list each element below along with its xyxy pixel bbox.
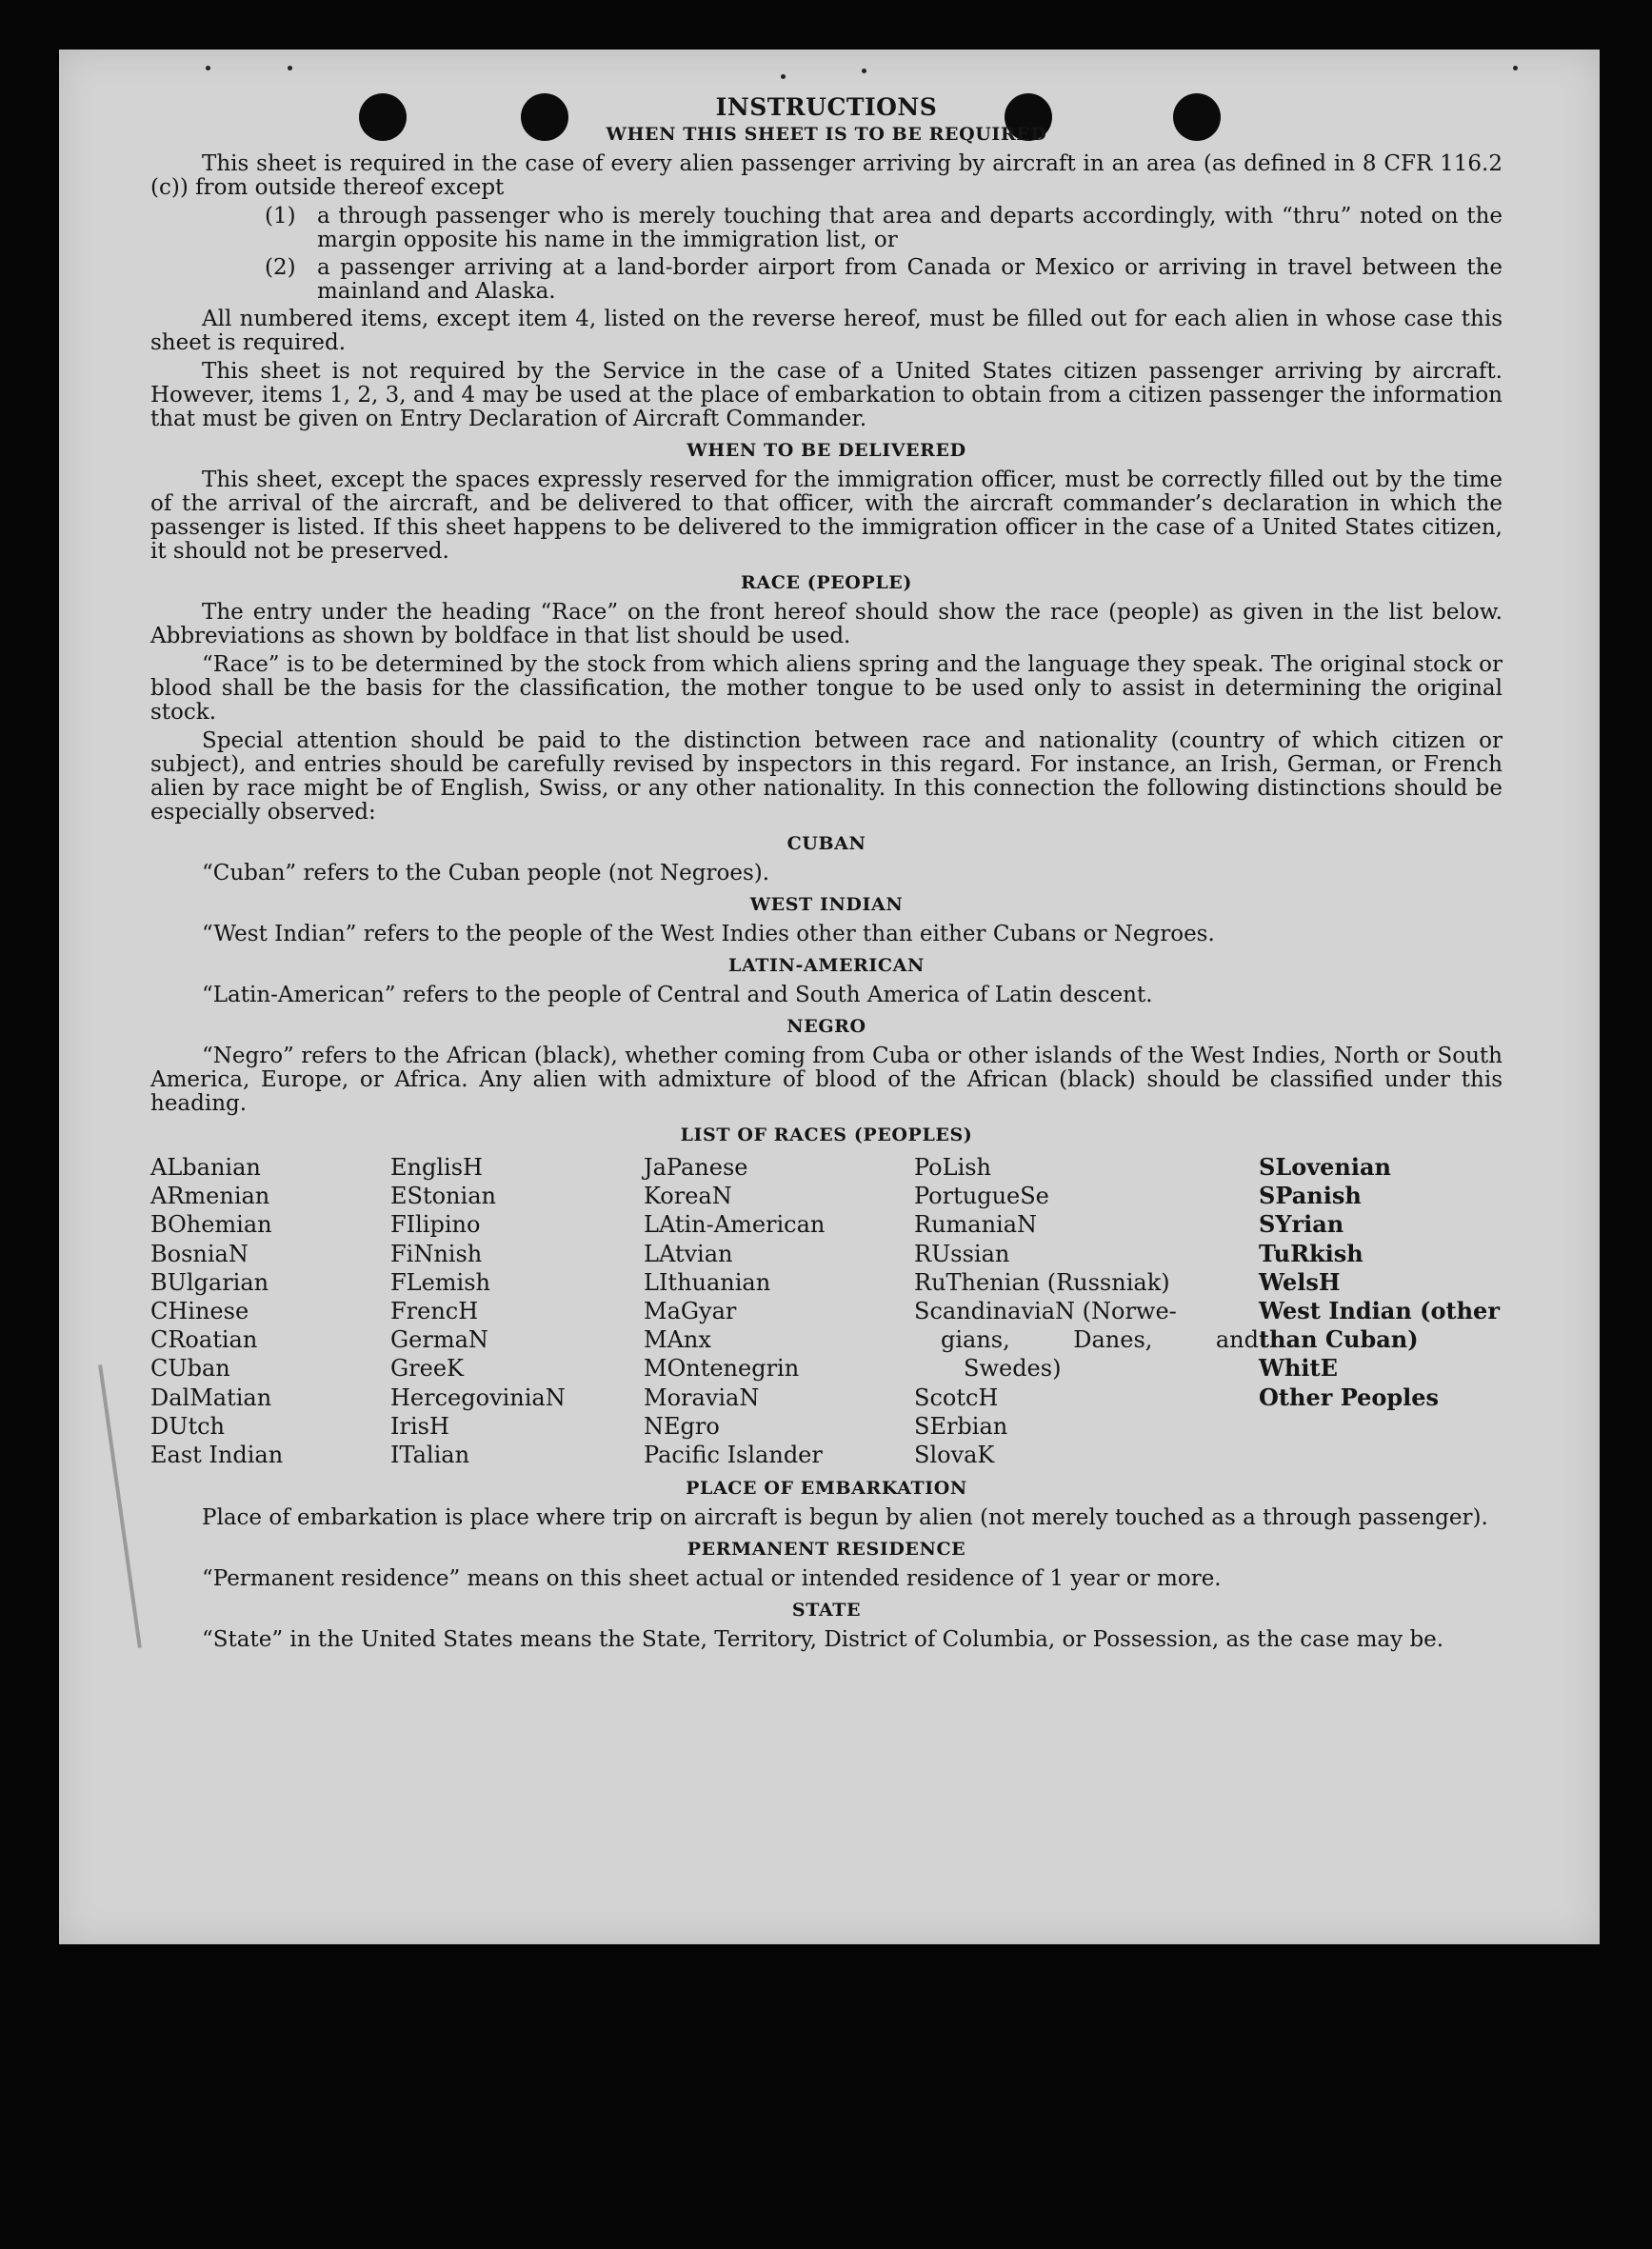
race-entry: DUtch bbox=[150, 1412, 226, 1440]
race-entry: MoraviaN bbox=[644, 1383, 760, 1411]
race-entry: ScotcH bbox=[914, 1383, 999, 1411]
race-entry: GreeK bbox=[390, 1355, 464, 1383]
races-column-2 bbox=[390, 1153, 644, 1469]
paragraph: “Latin-American” refers to the people of Central and South America of Latin descent. bbox=[202, 983, 1153, 1007]
paragraph: “West Indian” refers to the people of the West Indies other than either Cubans or Negroes. bbox=[202, 922, 1215, 946]
race-entry: KoreaN bbox=[644, 1183, 732, 1210]
race-entry: MaGyar bbox=[644, 1298, 737, 1325]
section-title-negro: NEGRO bbox=[786, 1016, 866, 1037]
exception-item-2 bbox=[265, 256, 1503, 304]
race-entry: LAtin-American bbox=[644, 1211, 826, 1239]
speck bbox=[781, 74, 786, 79]
item-text: a passenger arriving at a land-border airport from Canada or Mexico or arriving in travel between the mainland and Alaska. bbox=[317, 255, 1503, 304]
race-entry: WhitE bbox=[1259, 1354, 1338, 1383]
instructions-text bbox=[150, 95, 1503, 1657]
paragraph: “Negro” refers to the African (black), whether coming from Cuba or other islands of the West Indies, North or South America, Europe, or Africa. Any alien with admixture of blood of the African (black) should be classified under this heading. bbox=[150, 1044, 1503, 1116]
race-entry: EnglisH bbox=[390, 1154, 483, 1181]
race-entry: RumaniaN bbox=[914, 1211, 1038, 1239]
paragraph: Special attention should be paid to the distinction between race and nationality (country of which citizen or subject), and entries should be carefully revised by inspectors in this regard. For instance, an Irish, German, or French alien by race might be of English, Swiss, or any other nationality. In this connection the following distinctions should be especially observed: bbox=[150, 728, 1503, 825]
race-entry: EStonian bbox=[390, 1183, 496, 1210]
race-entry: West Indian (other bbox=[1259, 1297, 1500, 1325]
race-entry: CRoatian bbox=[150, 1326, 258, 1354]
race-entry: MAnx bbox=[644, 1326, 711, 1354]
race-entry: than Cuban) bbox=[1259, 1325, 1419, 1354]
race-entry: ITalian bbox=[390, 1442, 470, 1469]
race-entry: CUban bbox=[150, 1355, 230, 1383]
section-title-list-of-races: LIST OF RACES (PEOPLES) bbox=[680, 1124, 973, 1145]
paragraph: “Cuban” refers to the Cuban people (not Negroes). bbox=[202, 861, 770, 886]
item-text: a through passenger who is merely touching that area and departs accordingly, with “thru” noted on the margin opposite his name in the immigration list, or bbox=[317, 204, 1503, 252]
race-entry: PortugueSe bbox=[914, 1183, 1049, 1210]
paragraph: The entry under the heading “Race” on the front hereof should show the race (people) as given in the list below. Abbreviations as shown by boldface in that list should be used. bbox=[150, 600, 1503, 648]
race-entry: HercegoviniaN bbox=[390, 1383, 566, 1411]
paragraph: All numbered items, except item 4, listed on the reverse hereof, must be filled out for each alien in whose case this sheet is required. bbox=[150, 307, 1503, 355]
race-entry: gians, Danes, and bbox=[941, 1326, 1259, 1354]
race-entry: RuThenian (Russniak) bbox=[914, 1268, 1170, 1296]
race-entry: GermaN bbox=[390, 1326, 488, 1354]
races-list bbox=[150, 1153, 1503, 1469]
race-entry: SYrian bbox=[1259, 1210, 1344, 1239]
races-column-5 bbox=[1259, 1153, 1503, 1469]
race-entry: RUssian bbox=[914, 1240, 1010, 1267]
race-entry: SPanish bbox=[1259, 1182, 1362, 1210]
page-edge-mark bbox=[98, 1364, 142, 1648]
race-entry: BUlgarian bbox=[150, 1268, 269, 1296]
speck bbox=[206, 66, 210, 70]
speck bbox=[862, 69, 866, 73]
races-column-3 bbox=[644, 1153, 914, 1469]
paragraph: Place of embarkation is place where trip on aircraft is begun by alien (not merely touched as a through passenger). bbox=[202, 1505, 1488, 1531]
race-entry: NEgro bbox=[644, 1412, 720, 1440]
race-entry: WelsH bbox=[1259, 1267, 1341, 1296]
section-title-delivered: WHEN TO BE DELIVERED bbox=[687, 440, 966, 461]
race-entry: CHinese bbox=[150, 1298, 249, 1325]
paragraph: “Race” is to be determined by the stock from which aliens spring and the language they speak. The original stock or blood shall be the basis for the classification, the mother tongue to be used only to assist in determining the original stock. bbox=[150, 652, 1503, 725]
race-entry: East Indian bbox=[150, 1442, 284, 1469]
race-entry: ARmenian bbox=[150, 1183, 270, 1210]
section-title-cuban: CUBAN bbox=[786, 833, 866, 854]
section-title-west-indian: WEST INDIAN bbox=[749, 894, 904, 915]
paragraph: This sheet is not required by the Service in the case of a United States citizen passenger arriving by aircraft. However, items 1, 2, 3, and 4 may be used at the place of embarkation to obtain from a citizen passenger the information that must be given on Entry Declaration of Aircraft Commander. bbox=[150, 359, 1503, 431]
race-entry: DalMatian bbox=[150, 1383, 272, 1411]
speck bbox=[288, 66, 292, 70]
race-entry: FiNnish bbox=[390, 1240, 483, 1267]
race-entry: LAtvian bbox=[644, 1240, 733, 1267]
section-title-latin-american: LATIN-AMERICAN bbox=[728, 955, 925, 976]
race-entry: Pacific Islander bbox=[644, 1442, 823, 1469]
speck bbox=[1513, 66, 1518, 70]
race-entry: FIlipino bbox=[390, 1211, 481, 1239]
exception-item-1 bbox=[265, 205, 1503, 252]
race-entry: ALbanian bbox=[150, 1154, 261, 1181]
page-title: INSTRUCTIONS bbox=[715, 93, 938, 121]
section-title-permanent-residence: PERMANENT RESIDENCE bbox=[687, 1539, 966, 1561]
race-entry: LIthuanian bbox=[644, 1268, 771, 1296]
race-entry: SlovaK bbox=[914, 1442, 995, 1469]
race-entry: FrencH bbox=[390, 1298, 479, 1325]
section-title-state: STATE bbox=[791, 1600, 862, 1622]
paragraph: This sheet, except the spaces expressly reserved for the immigration officer, must be correctly filled out by the time of the arrival of the aircraft, and be delivered to that officer, with the aircraft commander’s declaration in which the passenger is listed. If this sheet happens to be delivered to the immigration officer in the case of a United States citizen, it should not be preserved. bbox=[150, 468, 1503, 564]
race-entry: SErbian bbox=[914, 1412, 1008, 1440]
races-column-4 bbox=[914, 1153, 1259, 1469]
race-entry: Swedes) bbox=[964, 1355, 1062, 1383]
section-title-embarkation: PLACE OF EMBARKATION bbox=[686, 1478, 967, 1500]
race-entry: Other Peoples bbox=[1259, 1383, 1440, 1411]
document-page bbox=[59, 50, 1600, 1944]
item-number: (2) bbox=[265, 255, 296, 280]
race-entry: PoLish bbox=[914, 1154, 992, 1181]
section-title-required: WHEN THIS SHEET IS TO BE REQUIRED bbox=[606, 124, 1047, 145]
race-entry: BosniaN bbox=[150, 1240, 249, 1267]
paragraph: This sheet is required in the case of every alien passenger arriving by aircraft in an area (as defined in 8 CFR 116.2 (c)) from outside thereof except bbox=[150, 151, 1503, 200]
race-entry: FLemish bbox=[390, 1268, 490, 1296]
paragraph: “State” in the United States means the State, Territory, District of Columbia, or Possession, as the case may be. bbox=[202, 1627, 1444, 1653]
paragraph: “Permanent residence” means on this sheet actual or intended residence of 1 year or more. bbox=[202, 1566, 1222, 1592]
race-entry: JaPanese bbox=[644, 1154, 748, 1181]
race-entry: SLovenian bbox=[1259, 1153, 1391, 1181]
race-entry: BOhemian bbox=[150, 1211, 272, 1239]
item-number: (1) bbox=[265, 204, 296, 229]
section-title-race: RACE (PEOPLE) bbox=[741, 572, 912, 593]
race-entry: MOntenegrin bbox=[644, 1355, 800, 1383]
races-column-1 bbox=[150, 1153, 390, 1469]
race-entry: IrisH bbox=[390, 1412, 449, 1440]
race-entry: ScandinaviaN (Norwe- bbox=[914, 1298, 1177, 1325]
race-entry: TuRkish bbox=[1259, 1239, 1363, 1267]
